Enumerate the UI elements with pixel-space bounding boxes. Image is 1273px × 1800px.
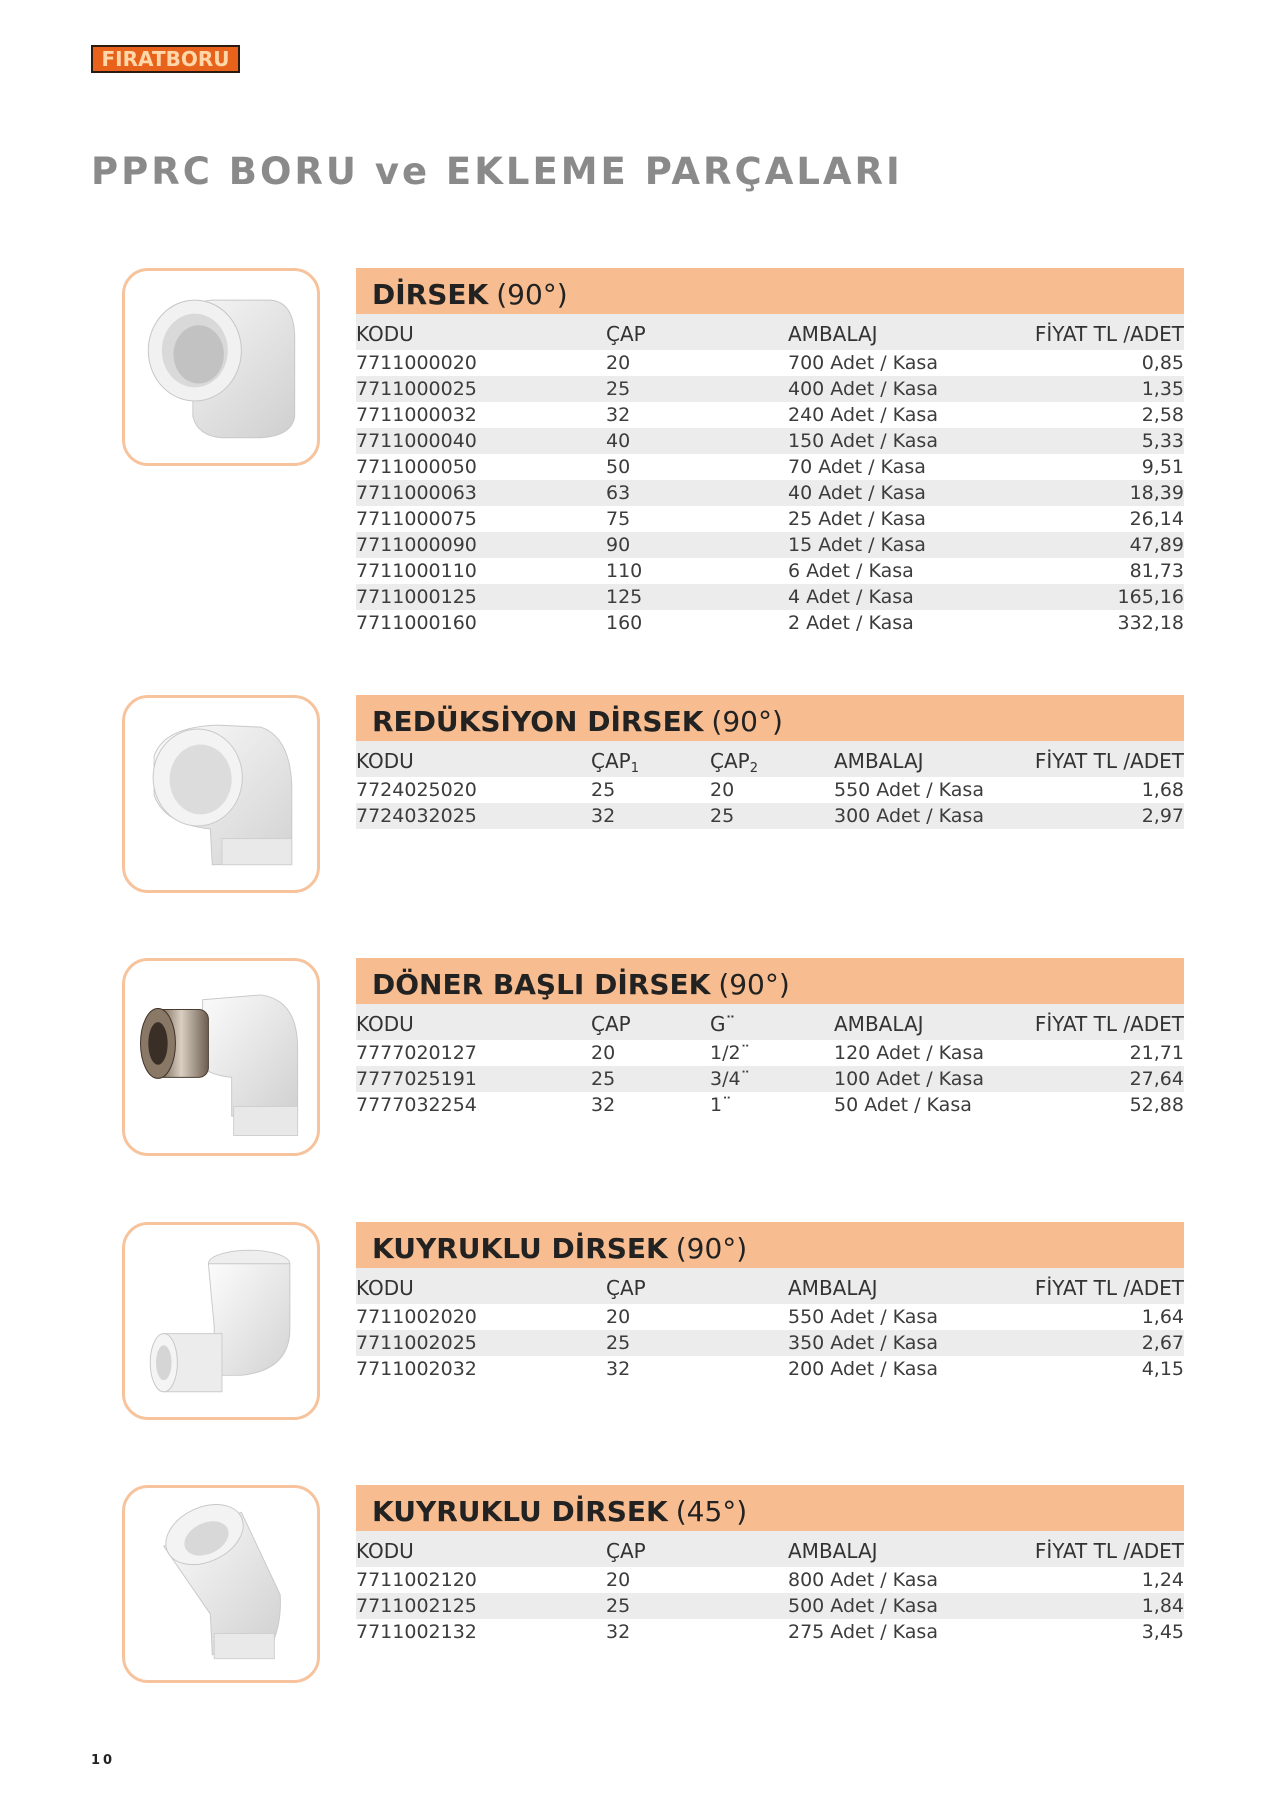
product-image-frame bbox=[122, 1485, 320, 1683]
col-header-fiyat: FİYAT TL /ADET bbox=[1034, 1276, 1184, 1300]
cell-cap1: 25 bbox=[591, 779, 616, 801]
cell-ambalaj: 700 Adet / Kasa bbox=[788, 352, 938, 374]
cell-kodu: 7711000025 bbox=[356, 378, 477, 400]
cell-fiyat: 1,84 bbox=[1141, 1595, 1184, 1617]
product-table bbox=[356, 695, 1184, 829]
cell-g: 3/4¨ bbox=[710, 1068, 751, 1090]
cell-fiyat: 165,16 bbox=[1117, 586, 1184, 608]
cell-fiyat: 4,15 bbox=[1141, 1358, 1184, 1380]
col-header-cap2-text: ÇAP bbox=[710, 749, 750, 773]
table-row bbox=[356, 350, 1184, 376]
cell-cap: 20 bbox=[606, 1306, 631, 1328]
col-header-kodu: KODU bbox=[356, 1539, 414, 1563]
section-title: KUYRUKLU DİRSEK bbox=[372, 1495, 668, 1528]
cell-g: 1¨ bbox=[710, 1094, 732, 1116]
table-row bbox=[356, 777, 1184, 803]
col-header-cap: ÇAP bbox=[606, 322, 646, 346]
cell-ambalaj: 100 Adet / Kasa bbox=[834, 1068, 984, 1090]
col-header-fiyat: FİYAT TL /ADET bbox=[1034, 322, 1184, 346]
table-header-row bbox=[356, 741, 1184, 777]
col-header-ambalaj: AMBALAJ bbox=[788, 1539, 878, 1563]
cell-ambalaj: 2 Adet / Kasa bbox=[788, 612, 914, 634]
cell-fiyat: 9,51 bbox=[1141, 456, 1184, 478]
tailed-elbow-45-icon bbox=[125, 1488, 317, 1680]
reducing-elbow-icon bbox=[125, 698, 317, 890]
cell-fiyat: 332,18 bbox=[1117, 612, 1184, 634]
cell-fiyat: 1,68 bbox=[1141, 779, 1184, 801]
cell-kodu: 7777025191 bbox=[356, 1068, 477, 1090]
cell-cap2: 20 bbox=[710, 779, 735, 801]
cell-cap: 32 bbox=[591, 1094, 616, 1116]
col-header-ambalaj: AMBALAJ bbox=[834, 749, 924, 773]
table-row bbox=[356, 1356, 1184, 1382]
table-row bbox=[356, 1040, 1184, 1066]
cell-kodu: 7711000090 bbox=[356, 534, 477, 556]
cell-ambalaj: 800 Adet / Kasa bbox=[788, 1569, 938, 1591]
col-header-cap: ÇAP bbox=[591, 1012, 631, 1036]
table-row bbox=[356, 532, 1184, 558]
table-header-row bbox=[356, 314, 1184, 350]
cell-kodu: 7724032025 bbox=[356, 805, 477, 827]
section-angle: (45°) bbox=[675, 1495, 748, 1528]
cell-kodu: 7711000063 bbox=[356, 482, 477, 504]
col-header-fiyat: FİYAT TL /ADET bbox=[1034, 1539, 1184, 1563]
table-row bbox=[356, 428, 1184, 454]
cell-cap: 20 bbox=[591, 1042, 616, 1064]
cell-fiyat: 21,71 bbox=[1129, 1042, 1184, 1064]
cell-cap1: 32 bbox=[591, 805, 616, 827]
product-image-frame bbox=[122, 1222, 320, 1420]
cell-cap: 110 bbox=[606, 560, 643, 582]
section-title: KUYRUKLU DİRSEK bbox=[372, 1232, 668, 1265]
section-header bbox=[356, 1222, 1184, 1268]
col-header-cap2-sub: 2 bbox=[749, 761, 758, 776]
table-header-row bbox=[356, 1268, 1184, 1304]
cell-fiyat: 1,64 bbox=[1141, 1306, 1184, 1328]
cell-ambalaj: 4 Adet / Kasa bbox=[788, 586, 914, 608]
section-header bbox=[356, 695, 1184, 741]
cell-cap2: 25 bbox=[710, 805, 735, 827]
product-table bbox=[356, 958, 1184, 1118]
cell-fiyat: 3,45 bbox=[1141, 1621, 1184, 1643]
product-table bbox=[356, 1485, 1184, 1645]
cell-cap: 25 bbox=[591, 1068, 616, 1090]
cell-kodu: 7724025020 bbox=[356, 779, 477, 801]
cell-ambalaj: 70 Adet / Kasa bbox=[788, 456, 926, 478]
cell-kodu: 7711000125 bbox=[356, 586, 477, 608]
cell-cap: 90 bbox=[606, 534, 631, 556]
cell-fiyat: 2,67 bbox=[1141, 1332, 1184, 1354]
cell-ambalaj: 200 Adet / Kasa bbox=[788, 1358, 938, 1380]
col-header-kodu: KODU bbox=[356, 1276, 414, 1300]
product-image-frame bbox=[122, 695, 320, 893]
cell-kodu: 7711000160 bbox=[356, 612, 477, 634]
table-row bbox=[356, 1066, 1184, 1092]
table-row bbox=[356, 803, 1184, 829]
brand-logo: FIRATBORU bbox=[91, 45, 240, 73]
col-header-ambalaj: AMBALAJ bbox=[834, 1012, 924, 1036]
col-header-g: G¨ bbox=[710, 1012, 736, 1036]
cell-cap: 32 bbox=[606, 1621, 631, 1643]
cell-fiyat: 1,35 bbox=[1141, 378, 1184, 400]
table-row bbox=[356, 1304, 1184, 1330]
col-header-cap: ÇAP bbox=[606, 1276, 646, 1300]
cell-ambalaj: 550 Adet / Kasa bbox=[834, 779, 984, 801]
elbow-90-icon bbox=[125, 271, 317, 463]
table-row bbox=[356, 558, 1184, 584]
cell-ambalaj: 40 Adet / Kasa bbox=[788, 482, 926, 504]
cell-ambalaj: 400 Adet / Kasa bbox=[788, 378, 938, 400]
cell-cap: 125 bbox=[606, 586, 643, 608]
cell-kodu: 7711002120 bbox=[356, 1569, 477, 1591]
table-row bbox=[356, 1092, 1184, 1118]
table-row bbox=[356, 1567, 1184, 1593]
col-header-kodu: KODU bbox=[356, 749, 414, 773]
col-header-fiyat: FİYAT TL /ADET bbox=[1034, 1012, 1184, 1036]
cell-cap: 160 bbox=[606, 612, 643, 634]
cell-fiyat: 18,39 bbox=[1129, 482, 1184, 504]
cell-cap: 32 bbox=[606, 1358, 631, 1380]
product-image-frame bbox=[122, 958, 320, 1156]
cell-fiyat: 27,64 bbox=[1129, 1068, 1184, 1090]
cell-ambalaj: 25 Adet / Kasa bbox=[788, 508, 926, 530]
section-title: REDÜKSİYON DİRSEK bbox=[372, 705, 704, 738]
section-header bbox=[356, 958, 1184, 1004]
col-header-kodu: KODU bbox=[356, 1012, 414, 1036]
cell-cap: 20 bbox=[606, 1569, 631, 1591]
table-body bbox=[356, 1040, 1184, 1118]
cell-fiyat: 47,89 bbox=[1129, 534, 1184, 556]
section-angle: (90°) bbox=[718, 968, 790, 1001]
cell-kodu: 7711000032 bbox=[356, 404, 477, 426]
col-header-ambalaj: AMBALAJ bbox=[788, 1276, 878, 1300]
table-body bbox=[356, 777, 1184, 829]
cell-ambalaj: 15 Adet / Kasa bbox=[788, 534, 926, 556]
cell-fiyat: 26,14 bbox=[1129, 508, 1184, 530]
table-row bbox=[356, 584, 1184, 610]
cell-cap: 25 bbox=[606, 1595, 631, 1617]
cell-kodu: 7711000110 bbox=[356, 560, 477, 582]
cell-ambalaj: 50 Adet / Kasa bbox=[834, 1094, 972, 1116]
cell-cap: 40 bbox=[606, 430, 631, 452]
table-row bbox=[356, 480, 1184, 506]
col-header-cap2 bbox=[710, 749, 758, 776]
cell-cap: 20 bbox=[606, 352, 631, 374]
cell-ambalaj: 350 Adet / Kasa bbox=[788, 1332, 938, 1354]
section-header bbox=[356, 1485, 1184, 1531]
table-row bbox=[356, 506, 1184, 532]
cell-cap: 32 bbox=[606, 404, 631, 426]
col-header-cap1 bbox=[591, 749, 639, 776]
cell-cap: 50 bbox=[606, 456, 631, 478]
cell-kodu: 7777032254 bbox=[356, 1094, 477, 1116]
cell-cap: 63 bbox=[606, 482, 631, 504]
cell-ambalaj: 550 Adet / Kasa bbox=[788, 1306, 938, 1328]
product-image-frame bbox=[122, 268, 320, 466]
cell-kodu: 7711000040 bbox=[356, 430, 477, 452]
table-row bbox=[356, 1593, 1184, 1619]
page-number: 10 bbox=[91, 1753, 116, 1768]
cell-ambalaj: 275 Adet / Kasa bbox=[788, 1621, 938, 1643]
section-angle: (90°) bbox=[675, 1232, 748, 1265]
cell-kodu: 7711000075 bbox=[356, 508, 477, 530]
table-row bbox=[356, 610, 1184, 636]
cell-g: 1/2¨ bbox=[710, 1042, 751, 1064]
cell-ambalaj: 120 Adet / Kasa bbox=[834, 1042, 984, 1064]
cell-fiyat: 1,24 bbox=[1141, 1569, 1184, 1591]
product-table bbox=[356, 268, 1184, 636]
table-body bbox=[356, 1567, 1184, 1645]
cell-kodu: 7711002132 bbox=[356, 1621, 477, 1643]
section-angle: (90°) bbox=[711, 705, 783, 738]
cell-ambalaj: 6 Adet / Kasa bbox=[788, 560, 914, 582]
cell-fiyat: 5,33 bbox=[1141, 430, 1184, 452]
cell-ambalaj: 500 Adet / Kasa bbox=[788, 1595, 938, 1617]
table-header-row bbox=[356, 1531, 1184, 1567]
product-table bbox=[356, 1222, 1184, 1382]
cell-ambalaj: 300 Adet / Kasa bbox=[834, 805, 984, 827]
cell-kodu: 7777020127 bbox=[356, 1042, 477, 1064]
col-header-cap1-text: ÇAP bbox=[591, 749, 631, 773]
swivel-elbow-icon bbox=[125, 961, 317, 1153]
table-header-row bbox=[356, 1004, 1184, 1040]
col-header-ambalaj: AMBALAJ bbox=[788, 322, 878, 346]
col-header-fiyat: FİYAT TL /ADET bbox=[1034, 749, 1184, 773]
cell-ambalaj: 240 Adet / Kasa bbox=[788, 404, 938, 426]
table-row bbox=[356, 1619, 1184, 1645]
table-body bbox=[356, 350, 1184, 636]
table-body bbox=[356, 1304, 1184, 1382]
cell-cap: 25 bbox=[606, 378, 631, 400]
cell-fiyat: 2,58 bbox=[1141, 404, 1184, 426]
cell-fiyat: 0,85 bbox=[1141, 352, 1184, 374]
page-title: PPRC BORU ve EKLEME PARÇALARI bbox=[91, 150, 903, 193]
cell-kodu: 7711002025 bbox=[356, 1332, 477, 1354]
section-title: DİRSEK bbox=[372, 278, 489, 311]
cell-kodu: 7711002125 bbox=[356, 1595, 477, 1617]
cell-fiyat: 52,88 bbox=[1129, 1094, 1184, 1116]
section-angle: (90°) bbox=[496, 278, 568, 311]
tailed-elbow-90-icon bbox=[125, 1225, 317, 1417]
cell-ambalaj: 150 Adet / Kasa bbox=[788, 430, 938, 452]
table-row bbox=[356, 454, 1184, 480]
cell-fiyat: 2,97 bbox=[1141, 805, 1184, 827]
table-row bbox=[356, 1330, 1184, 1356]
table-row bbox=[356, 376, 1184, 402]
cell-kodu: 7711002020 bbox=[356, 1306, 477, 1328]
col-header-cap1-sub: 1 bbox=[630, 761, 639, 776]
cell-cap: 25 bbox=[606, 1332, 631, 1354]
cell-cap: 75 bbox=[606, 508, 631, 530]
cell-kodu: 7711000020 bbox=[356, 352, 477, 374]
cell-fiyat: 81,73 bbox=[1129, 560, 1184, 582]
col-header-cap: ÇAP bbox=[606, 1539, 646, 1563]
col-header-kodu: KODU bbox=[356, 322, 414, 346]
section-title: DÖNER BAŞLI DİRSEK bbox=[372, 968, 711, 1001]
cell-kodu: 7711000050 bbox=[356, 456, 477, 478]
cell-kodu: 7711002032 bbox=[356, 1358, 477, 1380]
table-row bbox=[356, 402, 1184, 428]
section-header bbox=[356, 268, 1184, 314]
